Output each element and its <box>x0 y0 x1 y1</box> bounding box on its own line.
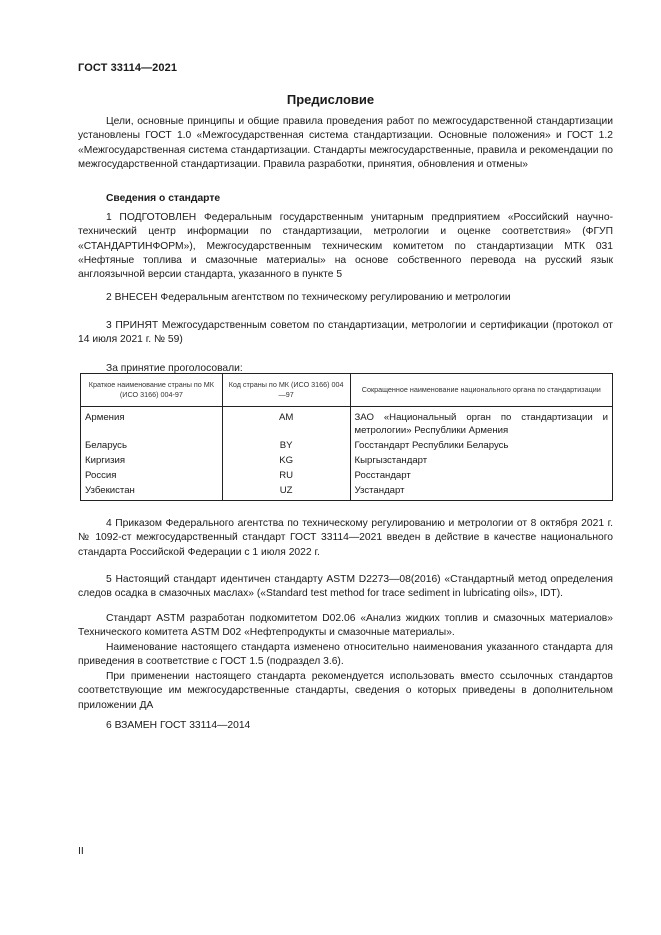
voting-table <box>80 373 613 501</box>
code-cell: UZ <box>222 483 350 501</box>
item-5-references-paragraph: При применении настоящего стандарта рекомендуется использовать вместо ссылочных стандартов соответствующие им межгосударственные стандарты, сведения о которых приведены в дополнительном приложении ДА <box>78 671 613 711</box>
document-code: ГОСТ 33114—2021 <box>78 62 178 74</box>
country-cell: Россия <box>81 468 223 483</box>
section-title: Сведения о стандарте <box>106 193 221 204</box>
item-1-paragraph: 1 ПОДГОТОВЛЕН Федеральным государственным унитарным предприятием «Российский научно-технический центр информации по стандартизации, метрологии и оценке соответствия» (ФГУП «СТАНДАРТИНФОРМ»), Межгосударственным техническим комитетом по стандартизации МТК 031 «Нефтяные топлива и смазочные материалы» на основе собственного перевода на русский язык англоязычной версии стандарта, указанного в пункте 5 <box>78 212 613 281</box>
item-3-paragraph: 3 ПРИНЯТ Межгосударственным советом по стандартизации, метрологии и сертификации (протокол от 14 июля 2021 г. № 59) <box>78 320 613 346</box>
table-row <box>81 453 613 468</box>
country-cell: Киргизия <box>81 453 223 468</box>
org-cell: Узстандарт <box>350 483 613 501</box>
table-row <box>81 483 613 501</box>
table-row <box>81 407 613 439</box>
vote-lead: За принятие проголосовали: <box>106 363 243 374</box>
table-row <box>81 438 613 453</box>
code-cell: KG <box>222 453 350 468</box>
org-cell: Госстандарт Республики Беларусь <box>350 438 613 453</box>
table-header-org: Сокращенное наименование национального органа по стандартизации <box>350 374 613 407</box>
code-cell: BY <box>222 438 350 453</box>
country-cell: Узбекистан <box>81 483 223 501</box>
item-4-paragraph: 4 Приказом Федерального агентства по техническому регулированию и метрологии от 8 октября 2021 г. № 1092-ст межгосударственный стандарт ГОСТ 33114—2021 введен в действие в качестве национального стандарта Российской Федерации с 1 июля 2022 г. <box>78 518 613 558</box>
table-header-country: Краткое наименование страны по МК (ИСО 3166) 004-97 <box>81 374 223 407</box>
org-cell: Кыргызстандарт <box>350 453 613 468</box>
table-row <box>81 468 613 483</box>
item-2-paragraph: 2 ВНЕСЕН Федеральным агентством по техническому регулированию и метрологии <box>106 292 511 303</box>
country-cell: Беларусь <box>81 438 223 453</box>
item-5-paragraph: 5 Настоящий стандарт идентичен стандарту ASTM D2273—08(2016) «Стандартный метод определения следов осадка в смазочных маслах» («Standard test method for trace sediment in lubricating oils», IDT). <box>78 574 613 600</box>
org-cell: Росстандарт <box>350 468 613 483</box>
table-header-row <box>81 374 613 407</box>
item-5-name-change-paragraph: Наименование настоящего стандарта изменено относительно наименования указанного стандарта для приведения в соответствие с ГОСТ 1.5 (подраздел 3.6). <box>78 642 613 668</box>
page-title: Предисловие <box>286 92 375 107</box>
org-cell: ЗАО «Национальный орган по стандартизации и метрологии» Республики Армения <box>350 407 613 439</box>
code-cell: RU <box>222 468 350 483</box>
item-6-paragraph: 6 ВЗАМЕН ГОСТ 33114—2014 <box>106 720 251 731</box>
item-5-committee-paragraph: Стандарт ASTM разработан подкомитетом D02.06 «Анализ жидких топлив и смазочных материалов» Технического комитета ASTM D02 «Нефтепродукты и смазочные материалы». <box>78 613 613 639</box>
country-cell: Армения <box>81 407 223 439</box>
code-cell: AM <box>222 407 350 439</box>
table-header-code: Код страны по МК (ИСО 3166) 004—97 <box>222 374 350 407</box>
intro-paragraph: Цели, основные принципы и общие правила проведения работ по межгосударственной стандартизации установлены ГОСТ 1.0 «Межгосударственная система стандартизации. Основные положения» и ГОСТ 1.2 «Межгосударственная система стандартизации. Стандарты межгосударственные, правила и рекомендации по межгосударственной стандартизации. Правила разработки, принятия, обновления и отмены» <box>78 116 613 170</box>
page-number: II <box>78 845 84 857</box>
